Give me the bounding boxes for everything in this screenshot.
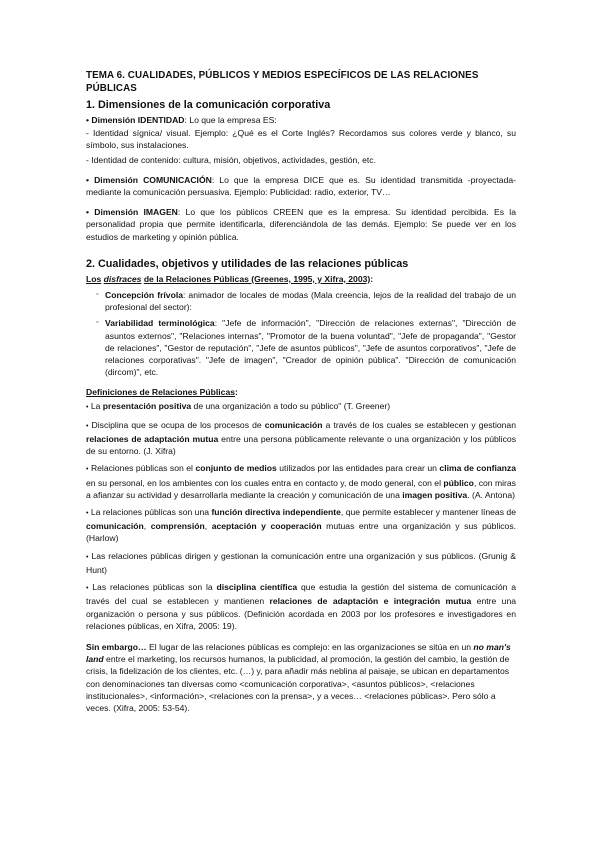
- definiciones-heading: [86, 386, 516, 398]
- bullet-dot: •: [86, 466, 89, 474]
- definiciones-label: Definiciones de Relaciones Públicas: [86, 387, 236, 398]
- bullet-dot: •: [86, 422, 89, 430]
- no-mans-land: no man's land: [86, 641, 511, 665]
- def3-text-2: utilizados por las entidades para crear un: [276, 463, 440, 474]
- def4-bold: función directiva independiente: [211, 507, 341, 518]
- bullet-dot: •: [86, 174, 90, 185]
- page-title: TEMA 6. CUALIDADES, PÚBLICOS Y MEDIOS ESPECÍFICOS DE LAS RELACIONES PÚBLICAS: [86, 70, 479, 94]
- sin-embargo-paragraph: [86, 641, 516, 714]
- definition-1: [86, 400, 516, 414]
- bullet-dot: •: [86, 403, 89, 411]
- bullet-dot: •: [86, 585, 89, 593]
- disfraces-w2: disfraces: [103, 273, 142, 284]
- variabilidad-item: [96, 317, 516, 378]
- def6-text-2: que estudia la gestión del sistema de comunicación a través del cual se establecen y mantienen: [86, 582, 516, 607]
- def3-text-4: , con miras a afianzar su actividad y desarrollarla mediante la creación y comunicación de una: [86, 477, 516, 500]
- def3-text: Relaciones públicas son el: [90, 463, 196, 474]
- disfraces-colon: :: [370, 273, 374, 284]
- def2-text-2: a través de los cuales se establecen y gestionan: [322, 419, 516, 430]
- def3-text-5: . (A. Antona): [467, 489, 515, 500]
- frivola-text: : animador de locales de modas (Mala creencia, lejos de la realidad del trabajo de un profesional del sector):: [105, 290, 516, 313]
- variabilidad-text: : "Jefe de información", "Dirección de relaciones externas", "Dirección de asuntos externos", "Relaciones internas", "Promotor de la buena voluntad", "Jefe de propaganda", "Gestor de relaciones", "Gestor de reputación", "Jefe de asuntos públicos", "Jefe de asuntos corporativos", "Jefe de relaciones corporativas". "Jefe de imagen", "Creador de opinión pública". "Dirección de comunicación (dircom)", etc.: [105, 318, 517, 378]
- def1-text: La: [90, 400, 103, 411]
- def2-bold: comunicación: [264, 419, 323, 430]
- def2-text-3: entre una persona públicamente relevante o una organización y los públicos de su entorno. (J. Xifra): [86, 434, 516, 457]
- def3-bold-2: clima de confianza: [439, 463, 517, 474]
- imagen-text: : Lo que los públicos CREEN que es la empresa. Su identidad percibida. Es la personalidad propia que permite identificarla, diferenciándola de las demás. Ejemplo: Se puede ver en los estudios de marketing y opinión pública.: [86, 207, 516, 242]
- identidad-text: : Lo que la empresa ES:: [184, 115, 277, 125]
- bullet-dot: •: [86, 553, 89, 561]
- disfraces-heading: [86, 273, 516, 285]
- document-page: [86, 70, 516, 716]
- def1-bold: presentación positiva: [102, 400, 192, 411]
- def6-bold: disciplina científica: [216, 582, 298, 593]
- def4-text-5: mutuas entre una organización y sus públicos. (Harlow): [86, 521, 517, 544]
- comunicacion-paragraph: [86, 174, 516, 198]
- identidad-line-1: - Identidad sígnica/ visual. Ejemplo: ¿Qué es el Corte Inglés? Recordamos sus colores verde y blanco, su símbolo, sus instalaciones.: [86, 128, 516, 151]
- def2-bold-2: relaciones de adaptación mutua: [86, 434, 219, 445]
- def4-bold-3: comprensión: [150, 521, 205, 532]
- def2-text: Disciplina que se ocupa de los procesos de: [91, 419, 265, 430]
- bullet-dot: •: [86, 115, 90, 125]
- def6-bold-2: relaciones de adaptación e integración mutua: [269, 596, 472, 607]
- def4-text-2: , que permite establecer y mantener líneas de: [340, 507, 516, 518]
- imagen-paragraph: [86, 206, 516, 243]
- variabilidad-label: Variabilidad terminológica: [105, 318, 215, 329]
- disfraces-w1: Los: [86, 273, 102, 284]
- def6-text: Las relaciones públicas son la: [92, 582, 217, 593]
- definition-6: [86, 581, 516, 632]
- def4-text-3: ,: [143, 521, 151, 532]
- bullet-dot: •: [86, 510, 89, 518]
- comunicacion-text: : Lo que la empresa DICE que es. Su identidad transmitida -proyectada- mediante la comunicación persuasiva. Ejemplo: Publicidad: radio, exterior, TV…: [86, 174, 516, 198]
- section-2-heading: 2. Cualidades, objetivos y utilidades de las relaciones públicas: [86, 257, 409, 270]
- comunicacion-label: Dimensión COMUNICACIÓN: [94, 174, 212, 185]
- definition-4: [86, 506, 516, 545]
- definition-3: [86, 462, 516, 501]
- def4-bold-4: aceptación y cooperación: [211, 521, 322, 532]
- sin-embargo-bold: Sin embargo…: [86, 641, 147, 652]
- definiciones-colon: :: [235, 387, 238, 398]
- def4-text: La relaciones públicas son una: [90, 507, 212, 518]
- section-1-heading: 1. Dimensiones de la comunicación corporativa: [86, 99, 331, 111]
- identidad-paragraph: [86, 114, 516, 126]
- def6-text-3: entre una organización o persona y sus públicos. (Definición acordada en 2003 por los profesores e investigadores en relaciones públicas, en Xifra, 2005: 19).: [86, 596, 517, 631]
- def3-bold-4: imagen positiva: [402, 489, 468, 500]
- def5-text: Las relaciones públicas dirigen y gestionan la comunicación entre una organización y sus públicos. (Grunig & Hunt): [86, 550, 516, 575]
- def1-text-2: de una organización a todo su público" (T. Greener): [191, 400, 391, 411]
- imagen-label: Dimensión IMAGEN: [94, 207, 178, 218]
- identidad-label: Dimensión IDENTIDAD: [91, 115, 185, 125]
- def3-text-3: en su personal, en los ambientes con los cuales entra en contacto y, de modo general, con el: [86, 477, 444, 488]
- frivola-item: [96, 289, 516, 313]
- def3-bold: conjunto de medios: [195, 463, 277, 474]
- identidad-line-2: - Identidad de contenido: cultura, misión, objetivos, actividades, gestión, etc.: [86, 154, 376, 165]
- sin-embargo-text-2: entre el marketing, los recursos humanos, la publicidad, al promoción, la gestión del cambio, la gestión de crisis, la fidelización de los clientes, etc. (…) y, para añadir más neblina al paisaje, se ubican en departamentos con denominaciones tan diversas como <comunicación corporativa>, <asuntos públicos>, <relaciones institucionales>, <información>, <relaciones con la prensa>, y a veces… <relaciones públicas>. Pero sólo a veces. (Xifra, 2005: 53-54).: [86, 654, 510, 713]
- def4-text-4: ,: [204, 521, 212, 532]
- definition-5: [86, 550, 516, 576]
- def4-bold-2: comunicación: [86, 521, 144, 532]
- def3-bold-3: público: [443, 477, 474, 488]
- sin-embargo-text: El lugar de las relaciones públicas es complejo: en las organizaciones se sitúa en un: [146, 641, 474, 652]
- disfraces-w3: de la Relaciones Públicas (Greenes, 1995, y Xifra, 2003): [143, 273, 371, 284]
- definition-2: [86, 419, 516, 458]
- frivola-label: Concepción frívola: [105, 290, 183, 301]
- bullet-dot: •: [86, 207, 90, 218]
